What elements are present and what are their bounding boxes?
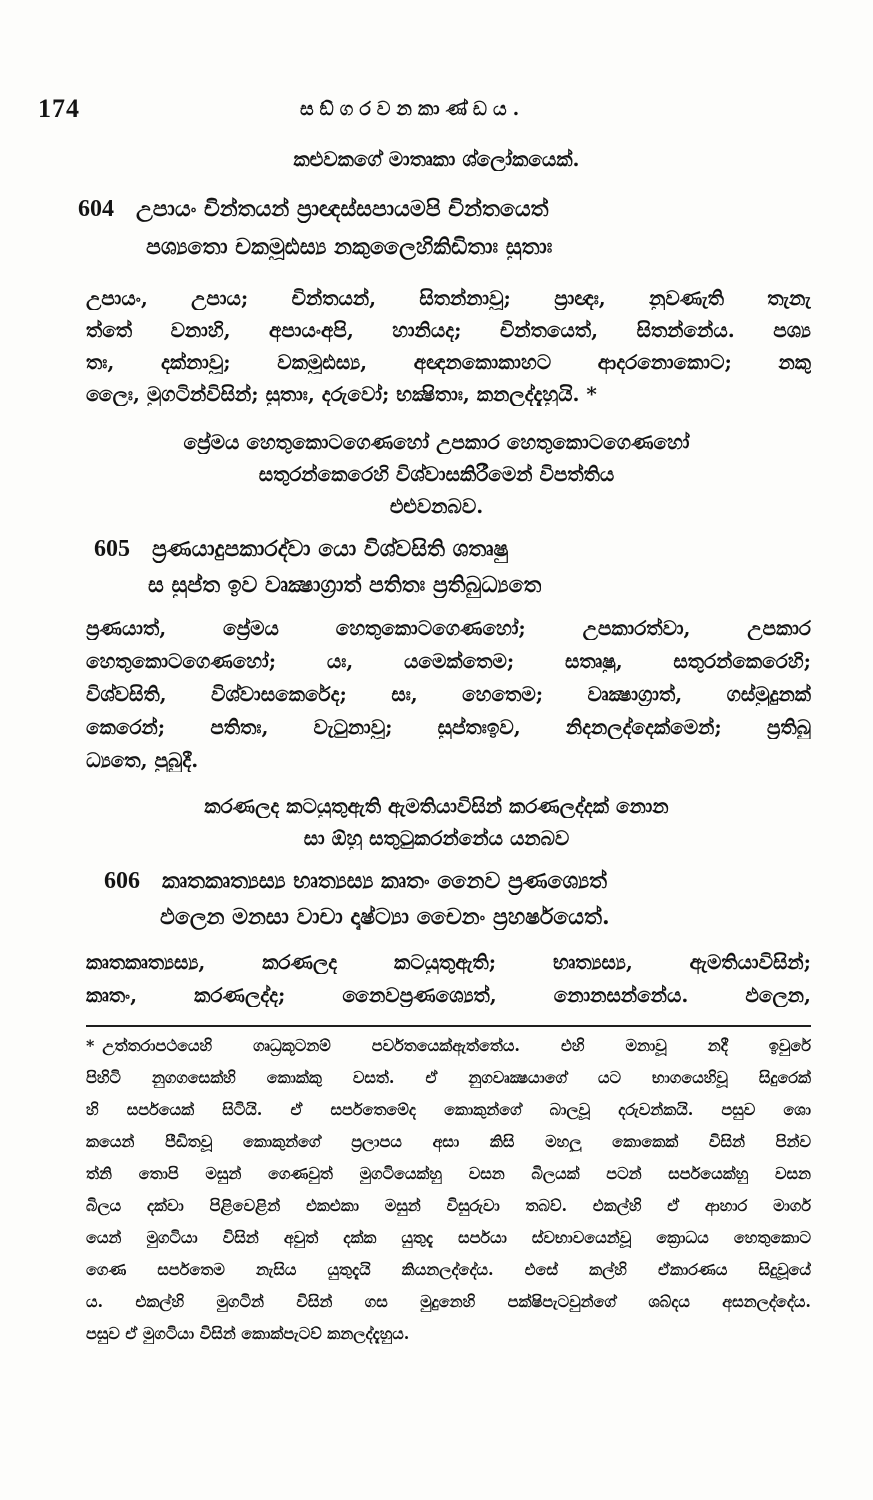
footnote-line-6: බිලය දක්වා පිළිවෙළින් එකඑකා මසුන් විසුරුවා තබව්. එකල්හි ඒ ආහාර මාර්ග (86, 1196, 811, 1215)
footnote-line-1-text: උත්තරාපථයෙහි ගෘධ්‍රකූටනම් පර්වතයෙක්ඇත්තේය. එහි මනාවූ නදී ඉවුරේ (102, 1036, 811, 1055)
footnote-rule (86, 1025, 811, 1027)
commentary-604-line-4: ලෛඃ, මුගටින්විසින්; සුතාඃ, දරුවෝ; භක්‍ෂිතාඃ, කනලද්දැහුයි. * (86, 382, 597, 406)
footnote-line-1 (86, 1036, 811, 1056)
footnote-line-2: පිහිටි නුගගසෙක්හි කොක්කු වසත්. ඒ නුගවෘක්‍ෂයාගේ යට භාගයෙහිවූ සිදුරෙක් (86, 1068, 811, 1087)
footnote-line-3: හි සර්පයෙක් සිටියි. ඒ සර්පතෙමේද කොකුන්ගේ බාලවූ දරුවන්කයි. පසුව ශො (86, 1100, 811, 1119)
footnote-line-8: ගෙණ සර්පතෙම නැසිය යුතුදැයි කියනලද්දේය. එසේ කල්හි ඒකාරණය සිදුවූයේ (86, 1260, 811, 1279)
commentary-605-line-1: ප්‍රණයාත්, ප්‍රේමය හෙතුකොටගෙණහෝ; උපකාරත්වා, උපකාර (86, 616, 811, 640)
commentary-606-line-2: කෘතං, කරණලද්ද; නෛවප්‍රණශ්‍යෙත්, නොනසන්නේය. ඵලෙන, (86, 983, 811, 1007)
commentary-605-line-2: හෙතුකොටගෙණහෝ; යඃ, යමෙක්තෙම; සත්‍රුෂු, සතුරන්කෙරෙහි; (86, 649, 811, 673)
footnote-line-10: පසුව ඒ මුගටියා විසින් කොක්පැටව් කනලද්දැහුය. (86, 1324, 410, 1343)
section-title-2-line-3: එළුවනබව. (389, 494, 484, 518)
verse-606-text-1: කෘතකෘත්‍යස්‍ය භෘත්‍යස්‍ය කෘතං නෛව ප්‍රණශ්‍යෙත් (162, 868, 608, 894)
verse-605-line-1 (94, 536, 508, 563)
commentary-604-line-2: ත්තේ වනාහි, අපායංඅපි, හානියද; චින්තයෙත්, සිතන්නේය. පශ්‍ය (86, 318, 811, 342)
running-title: සඞ්ගරවනකාණ්ඩය. (300, 98, 526, 120)
section-title-1: කළුවකගේ මාතෘකා ශ්ලෝකයෙක්. (293, 147, 580, 171)
verse-604-line-1 (78, 196, 549, 223)
section-title-2-line-2: සතුරන්කෙරෙහි විශ්වාසකිරීමෙන් විපත්තිය (258, 462, 615, 486)
verse-number-604: 604 (78, 196, 114, 222)
footnote-marker: * (86, 1036, 95, 1055)
commentary-604-line-1: උපායං, උපාය; චින්තයන්, සිතන්නාවූ; ප්‍රාඥඃ, නුවණැති තැනැ (86, 286, 811, 310)
section-title-3-line-2: සා ඕහු සතුටුකරන්නේය යනබව (303, 826, 570, 850)
page-number: 174 (38, 94, 80, 123)
verse-604-line-2: පශ්‍යතො චකමූඪස්‍ය නකුලෛහිකිඩිතාඃ සුතාඃ (146, 234, 553, 260)
commentary-605-line-3: විශ්වසිති, විශ්වාසකෙරේද; සඃ, හෙතෙම; වෘක්‍ෂාග්‍රාත්, ගස්මුදුනක් (86, 682, 811, 706)
section-title-2-line-1: ප්‍රේමය හෙතුකොටගෙණහෝ උපකාර හෙතුකොටගෙණහෝ (183, 430, 690, 454)
footnote-line-7: යෙන් මුගටියා විසින් අවුත් දක්ක යුතුදැ සර්පයා ස්වභාවයෙන්වූ ක්‍රොධය හෙතුකොට (86, 1228, 811, 1247)
section-title-3-line-1: කරණලද කටයුතුඇති ඇමතියාවිසින් කරණලද්දක් නොන (204, 794, 669, 818)
footnote-line-4: කයෙන් පීඩිතවූ කොකුන්ගේ ප්‍රලාපය අසා කිසි මහලු කොකෙක් විසින් පින්ව (86, 1132, 811, 1151)
verse-604-text-1: උපායං චින්තයන් ප්‍රාඥස්සපායමපි චින්තයෙත් (136, 196, 549, 222)
verse-number-605: 605 (94, 536, 130, 562)
verse-606-line-2: ඵලෙන මනසා වාචා දෘෂ්ට්‍යා චෛනං ප්‍රහර්ෂයෙත්. (160, 904, 610, 930)
footnote-line-5: ත්නි තොපි මසුන් ගෙණවුත් මුගටියෙක්හු වසන බිලයක් පටන් සර්පයෙක්හු වසන (86, 1164, 811, 1183)
verse-606-line-1 (104, 868, 607, 895)
commentary-604-line-3: තඃ, දක්නාවූ; වකමූඪස්‍ය, අඥනකොකාහට ආදරනොකොට; නකු (86, 350, 811, 374)
commentary-606-line-1: කෘතකෘත්‍යස්‍ය, කරණලද කටයුතුඇති; භෘත්‍යස්‍ය, ඇමතියාවිසින්; (86, 950, 811, 974)
commentary-605-line-5: ධ්‍යතෙ, පුබුදී. (86, 748, 199, 772)
verse-605-text-1: ප්‍රණයාදුපකාරද්වා යො විශ්වසිති ශත්‍රුෂු (152, 536, 509, 562)
commentary-605-line-4: කෙරෙන්; පතිතඃ, වැටුනාවූ; සුප්තඃඉව, නිදනලද්දෙක්මෙන්; ප්‍රතිබු (86, 715, 811, 739)
verse-605-line-2: ස සුප්ත ඉව වෘක්‍ෂාග්‍රාත් පතිතඃ ප්‍රතිබුධ්‍යතෙ (148, 572, 542, 598)
footnote-line-9: ය. එකල්හි මුගටින් විසින් ගස මුදුනෙහි පක්ෂිපැටවුන්ගේ ශබ්දය අසනලද්දේය. (86, 1292, 811, 1311)
verse-number-606: 606 (104, 868, 140, 894)
